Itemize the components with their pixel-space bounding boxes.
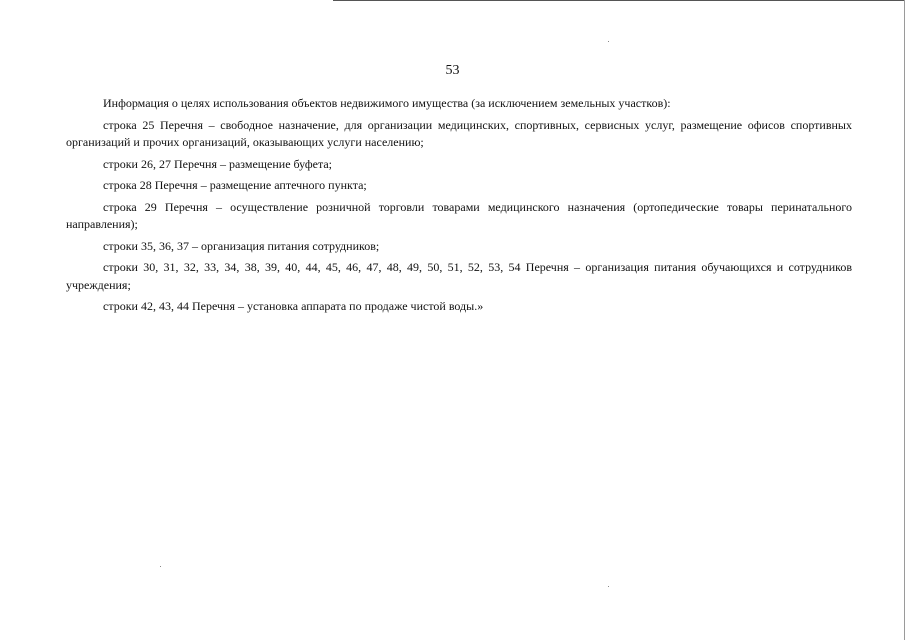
paragraph-lines-26-27: строки 26, 27 Перечня – размещение буфета;: [103, 156, 333, 171]
paragraph-lines-35-37: строки 35, 36, 37 – организация питания сотрудников;: [103, 238, 380, 253]
paragraph-line-29: строка 29 Перечня – осуществление розничной торговли товарами медицинского назначения (ортопедические товары перинатального направления);: [66, 199, 852, 231]
paragraph-lines-42-44: строки 42, 43, 44 Перечня – установка аппарата по продаже чистой воды.»: [103, 299, 484, 313]
scan-speck: [608, 41, 609, 42]
page-number: 53: [445, 63, 460, 78]
scan-speck: [160, 566, 161, 567]
paragraph-line-28: строка 28 Перечня – размещение аптечного пункта;: [103, 178, 367, 192]
scan-edge-top: [333, 0, 905, 1]
document-body: [66, 95, 852, 320]
scan-speck: [608, 586, 609, 587]
paragraph-intro: Информация о целях использования объектов недвижимого имущества (за исключением земельных участков):: [103, 96, 671, 110]
paragraph-line-25: строка 25 Перечня – свободное назначение, для организации медицинских, спортивных, сервисных услуг, размещение офисов спортивных организаций и прочих организаций, оказывающих услуги населению;: [66, 117, 852, 149]
paragraph-lines-30-54: строки 30, 31, 32, 33, 34, 38, 39, 40, 44, 45, 46, 47, 48, 49, 50, 51, 52, 53, 54 Перечня – организация питания обучающихся и сотрудников учреждения;: [66, 260, 852, 292]
